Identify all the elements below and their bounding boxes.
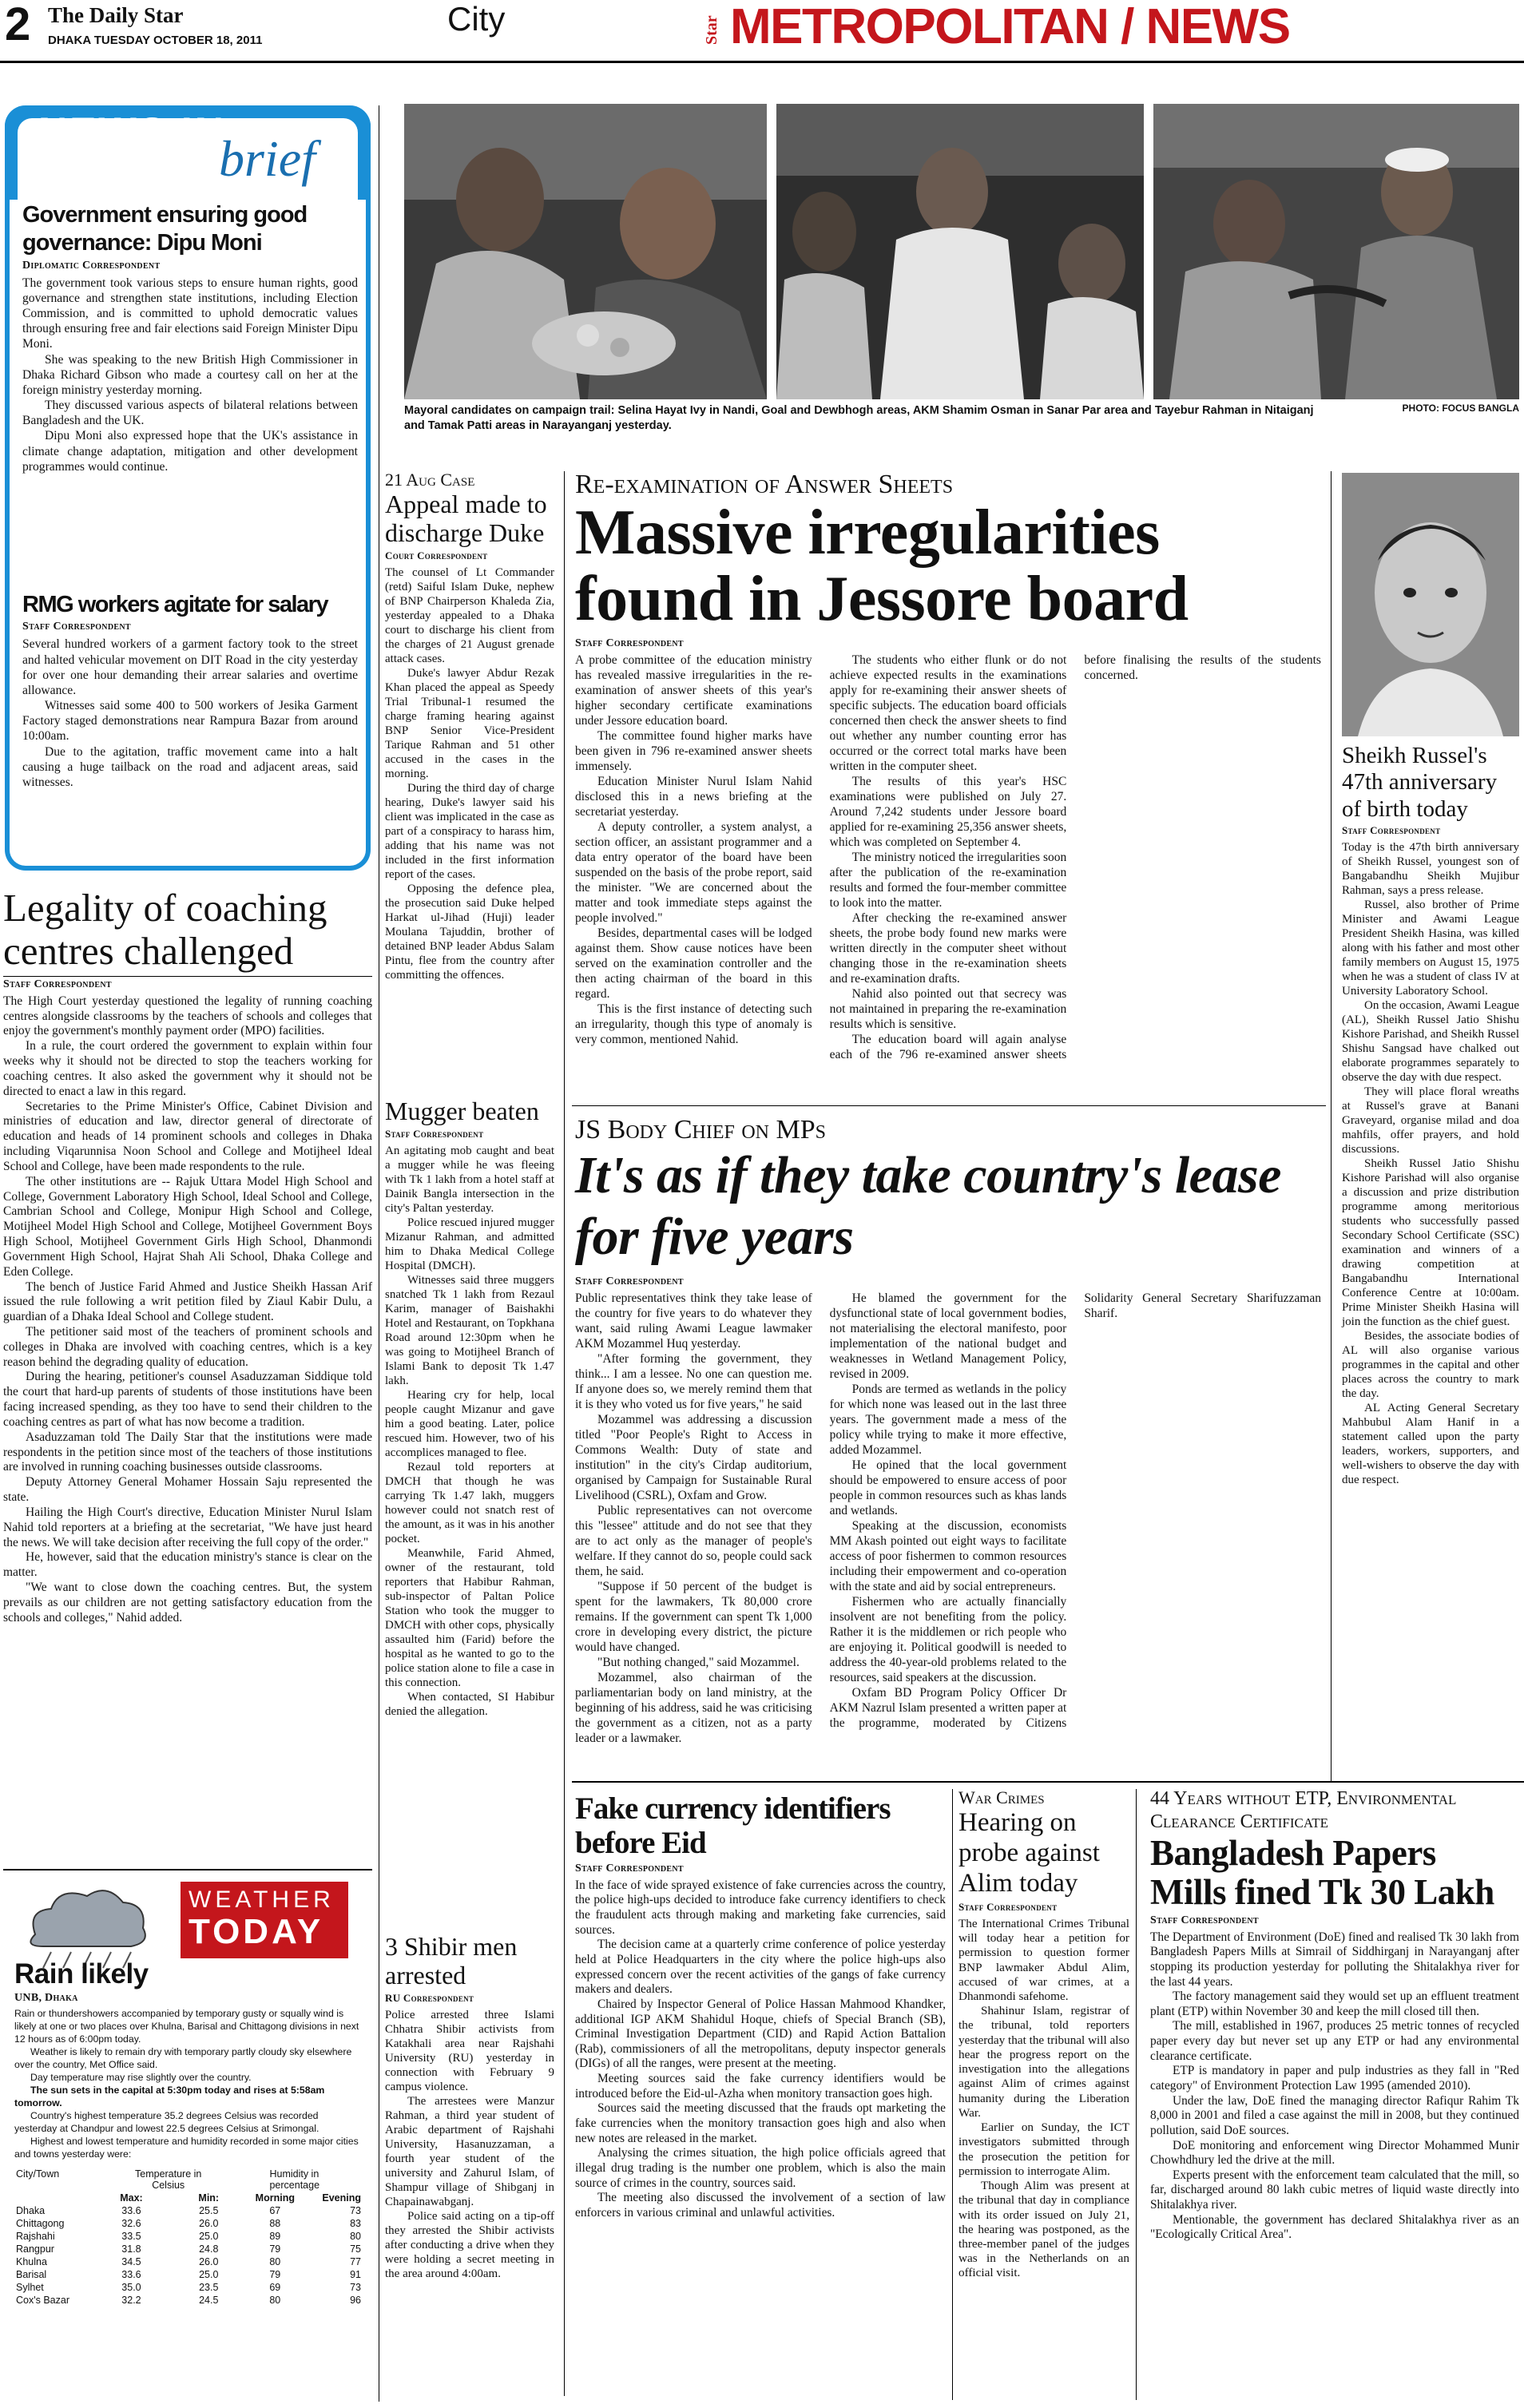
shibir-headline: 3 Shibir men arrested (385, 1932, 518, 1989)
brief-1-para: Dipu Moni also expressed hope that the UK's assistance in climate change adaptation, mitigation and other development programmes would continue. (22, 429, 358, 474)
fake-currency-story (575, 1792, 946, 2221)
weather-th-max: Max: (120, 2192, 143, 2204)
russel-para: Today is the 47th birth anniversary of Sheikh Russel, youngest son of Bangabandhu Sheikh Mujibur Rahman, says a press release. (1342, 841, 1519, 898)
coaching-story (3, 887, 372, 1626)
weather-city-cell: Rajshahi (16, 2230, 55, 2242)
js-byline: Staff Correspondent (575, 1275, 684, 1288)
coaching-para: The petitioner said most of the teachers of prominent schools and colleges in Dhaka are involved with coaching centres, which is a key reason behind the degrading quality of education. (3, 1325, 372, 1369)
coaching-para: In a rule, the court ordered the government to explain within four weeks why it should not be directed to stop the teachers working for coaching centres. It also asked the government why it should not be directed to enact a law in this regard. (3, 1039, 372, 1098)
weather-value-cell: 73 (350, 2281, 361, 2293)
mugger-para: Hearing cry for help, local people caught Mizanur and gave him a good beating. Later, police rescued him. However, two of his accomplices managed to flee. (385, 1388, 554, 1459)
etp-para: The Department of Environment (DoE) fined and realised Tk 30 lakh from Bangladesh Papers Mills at Simrail of Siddhirganj in Narayanganj after stopping its production yesterday for polluting the Shitalakhya river for the last 44 years. (1150, 1930, 1519, 1989)
photo-caption: Mayoral candidates on campaign trail: Selina Hayat Ivy in Nandi, Goal and Dewbhogh areas, AKM Shamim Osman in Sanar Par area and Tayebur Rahman in Nitaiganj and Tamak Patti areas in Narayanganj yesterday. (404, 404, 1314, 432)
js-body (575, 1291, 1321, 1758)
fake-para: Chaired by Inspector General of Police Hassan Mahmood Khandker, additional IGP AKM Shahidul Hoque, chiefs of Special Branch (SB), Criminal Investigation Department (CID) and Rapid Action Battalion (Rab), commissioners of all the metropolitans, deputy inspector generals (DIGs) of all the ranges, were present at the meeting. (575, 1997, 946, 2071)
brief-1-headline: Government ensuring good governance: Dipu Moni (22, 202, 308, 256)
js-para: He blamed the government for the dysfunctional state of local government bodies, not materialising the electoral manifesto, poor implementation of the national budget and weaknesses in Wetland Management Policy, revised in 2009. (829, 1291, 1067, 1382)
brief-2-byline: Staff Correspondent (22, 621, 131, 633)
js-para: He opined that the local government should be empowered to ensure access of poor people in common resources such as khas lands and wetlands. (829, 1458, 1067, 1517)
coaching-para: "We want to close down the coaching centres. But, the system prevails as our children are not getting satisfactory education from the schools and colleges," Nahid added. (3, 1581, 372, 1625)
section-title: METROPOLITAN / NEWS (730, 0, 1290, 54)
russel-para: On the occasion, Awami League (AL), Sheikh Russel Jatio Shishu Kishore Parishad, and Sheikh Russel Shishu Sangsad have chalked out elaborate programmes separately to observe the day with due respect. (1342, 999, 1519, 1085)
weather-badge-line-1: WEATHER (189, 1886, 335, 1913)
fake-para: Sources said the meeting discussed that the frauds opt marketing the fake currencies when the monitory transaction goes high and also when new notes are released in the market. (575, 2101, 946, 2145)
js-para: Public representatives can not overcome this "lessee" attitude and do not see that they are to act only as the manager of people's welfare. If they cannot do so, people could sack them, he said. (575, 1503, 812, 1578)
weather-value-cell: 75 (350, 2243, 361, 2255)
shibir-byline: RU Correspondent (385, 1991, 474, 2004)
etp-para: Mentionable, the government has declared Shitalakhya river as an "Ecologically Critical Area". (1150, 2212, 1519, 2242)
russel-headline: Sheikh Russel's 47th anniversary of birth today (1342, 743, 1498, 822)
jessore-para: The ministry noticed the irregularities soon after the publication of the re-examination results and formed the four-member committee to look into the matter. (829, 851, 1067, 910)
paper-name: The Daily Star (48, 3, 184, 27)
brief-2-para: Several hundred workers of a garment factory took to the street and halted vehicular movement on DIT Road in the city yesterday for over one hour demanding their arrear salaries and overtime allowance. (22, 637, 358, 697)
coaching-para: The other institutions are -- Rajuk Uttara Model High School and College, Government Laboratory High School, Ideal School and College, Cambrian School and College, Monipur High School and College, Motijheel Model High School and College, Motijheel Government Boys High School, Motijheel Government Girls High School, Dhanmondi Government High School, Hajrat Shah Ali School, Dhaka College and Eden College. (3, 1174, 372, 1279)
weather-value-cell: 88 (269, 2217, 281, 2229)
jessore-para: Nahid also pointed out that secrecy was not maintained in preparing the re-examination results which is sensitive. (829, 987, 1067, 1031)
shibir-story (385, 1933, 554, 2281)
js-kicker: JS Body Chief on MPs (575, 1115, 826, 1144)
etp-para: ETP is mandatory in paper and pulp industries as they fall in "Red category" of Environment Protection Law 1995 (amended 2010). (1150, 2064, 1519, 2093)
photo-campaign-osman (776, 104, 1144, 399)
js-headline: It's as if they take country's lease for five years (575, 1146, 1281, 1266)
weather-th-city: City/Town (16, 2168, 60, 2180)
etp-para: DoE monitoring and enforcement wing Director Mohammed Munir Chowhdhury led the drive at the mill. (1150, 2138, 1519, 2168)
weather-para: The sun sets in the capital at 5:30pm today and rises at 5:58am tomorrow. (14, 2084, 325, 2108)
alim-story (958, 1787, 1129, 2281)
weather-value-cell: 80 (350, 2230, 361, 2242)
weather-value-cell: 32.6 (121, 2217, 141, 2229)
masthead (0, 0, 1524, 64)
brief-2-headline: RMG workers agitate for salary (22, 592, 328, 617)
dateline: DHAKA TUESDAY OCTOBER 18, 2011 (48, 34, 263, 47)
brief-title-2: brief (219, 130, 316, 187)
js-para: "But nothing changed," said Mozammel. (597, 1655, 800, 1669)
photo-campaign-ivy (404, 104, 767, 399)
mugger-para: Witnesses said three muggers snatched Tk 1 lakh from Rezaul Karim, manager of Baishakhi Hotel and Restaurant, on Topkhana Road around 12:30pm when he was going to Motijheel Branch of Islami Bank to deposit Tk 1.47 lakh. (385, 1273, 554, 1387)
fake-para: Meeting sources said the fake currency identifiers would be introduced before the Eid-ul-Azha when monitory transaction goes high. (575, 2072, 946, 2101)
jessore-para: After checking the re-examined answer sheets, the probe body found new marks were written directly in the computer sheet without changing those in the re-examination sheets and re-examination drafts. (829, 911, 1067, 986)
alim-byline: Staff Correspondent (958, 1900, 1058, 1913)
coaching-headline: Legality of coaching centres challenged (3, 886, 327, 973)
alim-para: Shahinur Islam, registrar of the tribunal, told reporters yesterday that the tribunal will also hear the progress report on the investigation into the allegations against Alim of crimes against humanity during the Liberation War. (958, 2004, 1129, 2120)
weather-value-cell: 69 (269, 2281, 281, 2293)
weather-value-cell: 67 (269, 2204, 281, 2216)
star-logo: Star (703, 15, 720, 46)
alim-para: Earlier on Sunday, the ICT investigators submitted through the prosecution the petition for permission to interrogate Alim. (958, 2120, 1129, 2178)
brief-1-byline: Diplomatic Correspondent (22, 259, 161, 272)
mugger-para: Police rescued injured mugger Mizanur Rahman, and admitted him to Dhaka Medical College Hospital (DMCH). (385, 1216, 554, 1272)
js-para: Ponds are termed as wetlands in the policy for which none was leased out in the last three years. The government made a mess of the policy while trying to make it more effective, added Mozammel. (829, 1383, 1067, 1457)
photo-credit: PHOTO: FOCUS BANGLA (1402, 403, 1519, 414)
weather-th-min: Min: (198, 2192, 220, 2204)
weather-th-morning: Morning (255, 2192, 295, 2204)
weather-th-humidity: Humidity in percentage (269, 2168, 320, 2191)
alim-kicker: War Crimes (958, 1787, 1045, 1807)
duke-para: Duke's lawyer Abdur Rezak Khan placed the appeal as Speedy Trial Tribunal-1 resumed the charge framing hearing against BNP Senior Vice-President Tarique Rahman and 51 other accused in the cases in the morning. (385, 666, 554, 780)
jessore-story (575, 470, 1321, 1069)
brief-2-para: Due to the agitation, traffic movement came into a halt causing a huge tailback on the road and adjacent areas, said witnesses. (22, 744, 358, 789)
alim-headline: Hearing on probe against Alim today (958, 1808, 1100, 1898)
jessore-para: The students who either flunk or do not achieve expected results in the examinations apply for re-examining their answer sheets of specific subjects. The education board officials concerned then check the answer sheets to find out whether any number counting error has occurred or the correct total marks have been written in the computer sheet. (829, 653, 1067, 774)
mugger-para: An agitating mob caught and beat a mugger while he was fleeing with Tk 1 lakh from a hotel staff at Dainik Bangla intersection in the city's Paltan yesterday. (385, 1144, 554, 1215)
weather-table-row (14, 2281, 363, 2294)
brief-1-para: The government took various steps to ensure human rights, good governance and strengthen state institutions, including Election Commission, and is committed to uphold democratic values through ensuring free and fair elections said Foreign Minister Dipu Moni. (22, 276, 358, 351)
js-story (575, 1115, 1321, 1758)
weather-value-cell: 31.8 (121, 2243, 141, 2255)
jessore-para: The results of this year's HSC examinations were published on July 27. Around 7,242 students under Jessore board applied for re-examining 25,356 answer sheets, which was completed on September 4. (829, 775, 1067, 850)
weather-th-temp: Temperature in Celsius (135, 2168, 202, 2191)
weather-value-cell: 24.5 (199, 2294, 219, 2306)
page-number: 2 (5, 0, 30, 50)
weather-city-cell: Chittagong (16, 2217, 65, 2229)
weather-para: Rain or thundershowers accompanied by temporary gusty or squally wind is likely at one or two places over Khulna, Barisal and Chittagong divisions in next 12 hours as of 6:00pm today. (14, 2008, 359, 2045)
weather-box (3, 1869, 372, 2404)
russel-para: Russel, also brother of Prime Minister and Awami League President Sheikh Hasina, was killed along with his father and most other family members on August 15, 1975 when he was a student of class IV at University Laboratory School. (1342, 899, 1519, 998)
weather-city-cell: Khulna (16, 2255, 47, 2267)
weather-badge-line-2: TODAY (189, 1912, 324, 1951)
weather-byline: UNB, Dhaka (14, 1992, 78, 2004)
js-para: Fishermen who are actually financially insolvent are not benefiting from the policy. Rather it is the middlemen or rich people who are enjoying it. Political goodwill is needed to address the 40-year-old problems related to the resources, said speakers at the discussion. (829, 1594, 1067, 1684)
weather-table-row (14, 2230, 363, 2243)
fake-para: The meeting also discussed the involvement of a section of law enforcers in various criminal and unlawful activities. (575, 2191, 946, 2220)
weather-value-cell: 25.5 (199, 2204, 219, 2216)
shibir-para: Police said acting on a tip-off they arrested the Shibir activists after conducting a drive when they were holding a secret meeting in the area around 4:00am. (385, 2209, 554, 2280)
etp-headline: Bangladesh Papers Mills fined Tk 30 Lakh (1150, 1832, 1494, 1913)
coaching-byline: Staff Correspondent (3, 978, 112, 990)
weather-table-row (14, 2217, 363, 2230)
duke-kicker: 21 Aug Case (385, 470, 475, 490)
mugger-para: When contacted, SI Habibur denied the allegation. (385, 1690, 554, 1718)
weather-city-cell: Dhaka (16, 2204, 46, 2216)
brief-1-para: They discussed various aspects of bilateral relations between Bangladesh and the UK. (22, 399, 358, 428)
js-para: Speaking at the discussion, economists MM Akash pointed out eight ways to facilitate access of poor fishermen to common resources including their empowerment and co-operation with the state and aid by social entrepreneurs. (829, 1518, 1067, 1593)
weather-table-row (14, 2255, 363, 2268)
weather-value-cell: 24.8 (199, 2243, 219, 2255)
etp-kicker: 44 Years without ETP, Environmental Clearance Certificate (1150, 1788, 1457, 1832)
coaching-para: He, however, said that the education ministry's stance is clear on the matter. (3, 1550, 372, 1580)
weather-value-cell: 26.0 (199, 2255, 219, 2267)
alim-para: The International Crimes Tribunal will today hear a petition for permission to question former BNP lawmaker Abdul Alim, accused of war crimes, at a Dhanmondi safehome. (958, 1916, 1129, 2003)
coaching-para: The High Court yesterday questioned the legality of running coaching centres alongside classrooms by the teachers of schools and colleges that enjoy the government's monthly payment order (MPO) facilities. (3, 994, 372, 1038)
weather-value-cell: 79 (269, 2243, 281, 2255)
duke-byline: Court Correspondent (385, 549, 488, 561)
weather-headline: Rain likely (14, 1958, 149, 1989)
fake-byline: Staff Correspondent (575, 1862, 684, 1874)
weather-table-row (14, 2204, 363, 2217)
weather-value-cell: 33.5 (121, 2230, 141, 2242)
coaching-para: Asaduzzaman told The Daily Star that the institutions were made respondents in the petition since most of the teachers of those institutions are involved in running coaching businesses outside classrooms. (3, 1430, 372, 1474)
brief-2-para: Witnesses said some 400 to 500 workers of Jesika Garment Factory staged demonstrations near Rampura Bazar from around 10:00am. (22, 699, 358, 744)
news-in-brief-header (5, 105, 371, 200)
weather-value-cell: 25.0 (199, 2268, 219, 2280)
weather-value-cell: 35.0 (121, 2281, 141, 2293)
brief-story-2 (22, 591, 358, 790)
brief-1-para: She was speaking to the new British High Commissioner in Dhaka Richard Gibson who made a courtesy call on her at the foreign ministry yesterday morning. (22, 352, 358, 397)
fake-para: In the face of wide sprayed existence of fake currencies across the country, the police high-ups decided to introduce fake currency identifiers to check the fraudulent acts through making and marketing fake currencies, said sources. (575, 1878, 946, 1937)
etp-story (1150, 1787, 1519, 2243)
etp-para: Under the law, DoE fined the managing director Rafiqur Rahim Tk 8,000 in 2001 and filed a case against the mill in 2008, but they continued pollution, said DoE sources. (1150, 2093, 1519, 2137)
brief-title-1: NEWS IN (38, 109, 226, 154)
weather-value-cell: 32.2 (121, 2294, 141, 2306)
jessore-kicker: Re-examination of Answer Sheets (575, 470, 954, 499)
weather-value-cell: 33.6 (121, 2204, 141, 2216)
etp-para: Experts present with the enforcement team calculated that the mill, so far, discharged around 80 lakh cubic metres of liquid waste directly into Shitalakhya river. (1150, 2168, 1519, 2212)
duke-para: Opposing the defence plea, the prosecution said Duke helped Harkat ul-Jihad (Huji) leader Moulana Tajuddin, brother of detained BNP leader Abdus Salam Pintu, flee from the country after committing the offences. (385, 882, 554, 982)
weather-value-cell: 34.5 (121, 2255, 141, 2267)
js-para: "After forming the government, they think... I am a lessee. No one can question me. If anyone does so, we merely remind them that it is they who voted us for five years," he said (575, 1352, 812, 1411)
js-para: Mozammel, also chairman of the parliamentarian body on land ministry, at the beginning of his address, said he was criticising the government as a citizen, not as a party leader or a lawmaker. (575, 1670, 812, 1745)
weather-value-cell: 77 (350, 2255, 361, 2267)
shibir-para: Police arrested three Islami Chhatra Shibir activists from Katakhali area near Rajshahi University (RU) yesterday in connection with February 9 campus violence. (385, 2008, 554, 2093)
jessore-para: A probe committee of the education ministry has revealed massive irregularities in the re-examination of answer sheets of this year's higher secondary certificate examinations under Jessore education board. (575, 653, 812, 728)
weather-city-cell: Rangpur (16, 2243, 54, 2255)
jessore-para: A deputy controller, a system analyst, a section officer, an assistant programmer and a data entry operator of the board have been suspended on the basis of the probe report, said the minister. "We are concerned about the matter and took immediate steps against the people involved." (575, 820, 812, 926)
weather-para: Weather is likely to remain dry with temporary partly cloudy sky elsewhere over the country, Met Office said. (14, 2045, 352, 2070)
fake-headline: Fake currency identifiers before Eid (575, 1791, 891, 1860)
jessore-para: The committee found higher marks have been given in 796 re-examined answer sheets immensely. (575, 729, 812, 774)
js-para: Oxfam BD Program Policy Officer Dr AKM Nazrul Islam presented a written paper at the programme, moderated by Citizens Solidarity General Secretary Sharifuzzaman Sharif. (829, 1291, 1321, 1730)
fake-para: The decision came at a quarterly crime conference of police yesterday held at Police Headquarters in the city where the police high-ups also expressed concern over the recent activities of the gangs of fake currency makers and dealers. (575, 1938, 946, 1997)
shibir-para: The arrestees were Manzur Rahman, a third year student of Arabic department of Rajshahi University, Hasanuzzaman, a fourth year student of the university and Zahurul Islam, of Shampur village of Shibganj in Chapainawabganj. (385, 2094, 554, 2208)
weather-para: Country's highest temperature 35.2 degrees Celsius was recorded yesterday at Chandpur and lowest 22.5 degrees Celsius at Srimongal. (14, 2109, 319, 2134)
jessore-para: This is the first instance of detecting such an irregularity, though this type of anomaly is very common, mentioned Nahid. (575, 1002, 812, 1046)
weather-th-evening: Evening (322, 2192, 361, 2204)
js-para: Mozammel was addressing a discussion titled "Poor People's Right to Access in Commons Wealth: Duty of state and institution" in the city's Cirdap auditorium, organised by Campaign for Sustainable Rural Livelihood (CSRL), Oxfam and Grow. (575, 1412, 812, 1502)
coaching-para: During the hearing, petitioner's counsel Asaduzzaman Siddique told the court that hard-up parents of students of those institutions have been facing increased spending, as they too have to send their children to the coaching centres as part of what has now become a tradition. (3, 1370, 372, 1429)
coaching-para: The bench of Justice Farid Ahmed and Justice Sheikh Hassan Arif issued the rule following a writ petition filed by Ziaul Kabir Dulu, a guardian of a Dhaka Ideal School and College student. (3, 1279, 372, 1324)
jessore-para: Besides, departmental cases will be lodged against them. Show cause notices have been served on the examination controller and the then acting chairman of the board in this regard. (575, 926, 812, 1002)
coaching-para: Deputy Attorney General Mohamer Hossain Saju represented the state. (3, 1475, 372, 1505)
weather-value-cell: 89 (269, 2230, 281, 2242)
duke-story (385, 470, 554, 982)
js-para: Public representatives think they take lease of the country for five years to do whatever they want, said ruling Awami League lawmaker AKM Mozammel Huq yesterday. (575, 1291, 812, 1351)
weather-value-cell: 33.6 (121, 2268, 141, 2280)
weather-value-cell: 25.0 (199, 2230, 219, 2242)
russel-para: Sheikh Russel Jatio Shishu Kishore Parishad will also organise a discussion and prize distribution programme among meritorious students who successfully passed Secondary School Certificate (SSC) examination and winners of a drawing competition at Bangabandhu International Conference Centre at 10:00am. Prime Minister Sheikh Hasina will join the function as the chief guest. (1342, 1157, 1519, 1329)
duke-para: During the third day of charge hearing, Duke's lawyer said his client was implicated in the case as part of a conspiracy to harass him, adding that his name was not included in the first information report of the cases. (385, 781, 554, 881)
brief-story-1 (22, 201, 358, 474)
coaching-para: Hailing the High Court's directive, Education Minister Nurul Islam Nahid told reporters at a briefing at the secretariat, "We have just heard the news. We will take decision after receiving the full copy of the order." (3, 1505, 372, 1549)
russel-para: AL Acting General Secretary Mahbubul Alam Hanif in a statement called upon the party leaders, workers, supporters, and well-wishers to observe the day with due respect. (1342, 1402, 1519, 1487)
russel-para: They will place floral wreaths at Russel's grave at Banani Graveyard, organise milad and doa mahfils, offer prayers, and hold discussions. (1342, 1085, 1519, 1156)
weather-city-cell: Sylhet (16, 2281, 44, 2293)
russel-byline: Staff Correspondent (1342, 824, 1441, 837)
weather-value-cell: 91 (350, 2268, 361, 2280)
coaching-para: Secretaries to the Prime Minister's Office, Cabinet Division and ministries of education and law, director general of directorate of education and heads of 14 prominent schools and colleges in Dhaka including Viqarunnisa Noon School and College and Motijheel Ideal School and College, have been made respondents to the rule. (3, 1099, 372, 1173)
jessore-para: The education board will again analyse each of the 796 re-examined answer sheets before finalising the results of the students concerned. (829, 653, 1321, 1061)
duke-para: The counsel of Lt Commander (retd) Saiful Islam Duke, nephew of BNP Chairperson Khaleda Zia, yesterday appealed to a Dhaka court to discharge his client from the charges of 21 August grenade attack cases. (385, 565, 554, 665)
fake-para: Analysing the crimes situation, the high police officials agreed that illegal drug trading is the number one problem, which is also the main source of crimes in the country, sources said. (575, 2146, 946, 2190)
jessore-body (575, 653, 1321, 1069)
weather-value-cell: 23.5 (199, 2281, 219, 2293)
mugger-byline: Staff Correspondent (385, 1127, 484, 1140)
weather-value-cell: 73 (350, 2204, 361, 2216)
russel-para: Besides, the associate bodies of AL will also organise various programmes in the capital and other places across the country to mark the day. (1342, 1330, 1519, 1401)
weather-value-cell: 83 (350, 2217, 361, 2229)
js-para: "Suppose if 50 percent of the budget is spent for the lawmakers, Tk 80,000 crore remains. If the government can spent Tk 1,000 crore in developing every district, the picture would have changed. (575, 1579, 812, 1654)
weather-value-cell: 80 (269, 2255, 281, 2267)
weather-table (14, 2168, 363, 2307)
mugger-para: Rezaul told reporters at DMCH that though he was carrying Tk 1.47 lakh, muggers however could not snatch rest of the amount, as it was in his another pocket. (385, 1460, 554, 1545)
weather-city-cell: Barisal (16, 2268, 47, 2280)
weather-value-cell: 80 (269, 2294, 281, 2306)
photo-campaign-rahman (1153, 104, 1519, 399)
weather-table-row (14, 2243, 363, 2255)
jessore-byline: Staff Correspondent (575, 637, 684, 650)
mugger-para: Meanwhile, Farid Ahmed, owner of the restaurant, told reporters that Habibur Rahman, sub-inspector of Paltan Police Station who took the mugger to DMCH with other cops, physically assaulted him (Farid) before the hospital as he wanted to go to the police station alone to file a case in this connection. (385, 1546, 554, 1689)
alim-para: Though Alim was present at the tribunal that day in compliance with its order issued on July 21, the hearing was postponed, as the three-member panel of the judges was in the Netherlands on an official visit. (958, 2179, 1129, 2280)
weather-table-row (14, 2268, 363, 2281)
weather-table-row (14, 2294, 363, 2307)
etp-para: The factory management said they would set up an effluent treatment plant (ETP) within November 30 and keep the mill closed till then. (1150, 1989, 1519, 2018)
weather-para: Highest and lowest temperature and humidity recorded in some major cities and towns yesterday were: (14, 2135, 359, 2160)
weather-value-cell: 96 (350, 2294, 361, 2306)
weather-para: Day temperature may rise slightly over the country. (30, 2071, 252, 2083)
jessore-para: Education Minister Nurul Islam Nahid disclosed this in a news briefing at the secretariat yesterday. (575, 775, 812, 819)
jessore-headline: Massive irregularities found in Jessore board (575, 498, 1189, 635)
weather-badge (181, 1882, 348, 1958)
section-label: City (447, 0, 506, 38)
etp-byline: Staff Correspondent (1150, 1914, 1259, 1926)
weather-value-cell: 79 (269, 2268, 281, 2280)
mugger-headline: Mugger beaten (385, 1097, 539, 1125)
etp-para: The mill, established in 1967, produces 25 metric tonnes of recycled paper every day but never set up any ETP or had any environmental clearance certificate. (1150, 2019, 1519, 2063)
duke-headline: Appeal made to discharge Duke (385, 490, 547, 547)
weather-city-cell: Cox's Bazar (16, 2294, 69, 2306)
weather-value-cell: 26.0 (199, 2217, 219, 2229)
russel-story (1342, 743, 1519, 1487)
mugger-story (385, 1097, 554, 1719)
photo-sheikh-russel (1342, 473, 1519, 736)
